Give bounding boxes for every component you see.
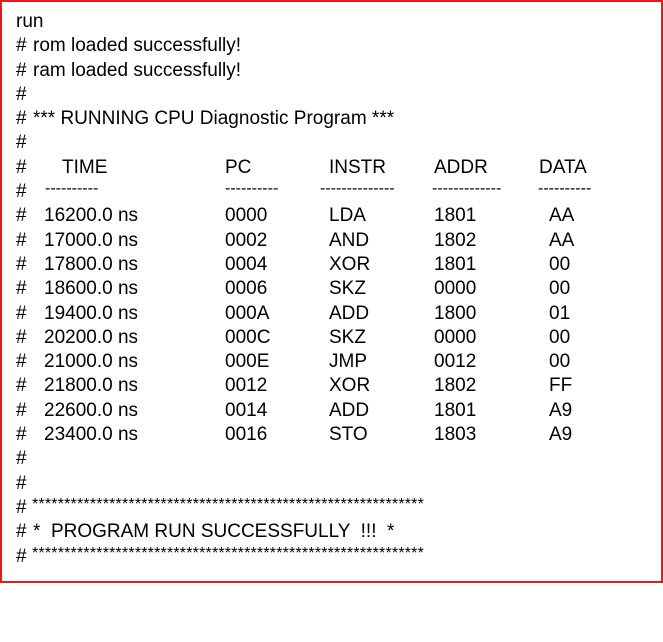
header-instr: INSTR <box>329 156 386 178</box>
separator-instr: -------------- <box>320 180 395 198</box>
table-body <box>16 204 656 447</box>
ram-message: ram loaded successfully! <box>33 59 242 81</box>
separator-pc: ---------- <box>225 180 279 198</box>
cell-data: 01 <box>549 302 571 324</box>
command-line <box>16 10 656 34</box>
cell-instr: LDA <box>329 205 366 227</box>
cell-time: 19400.0 ns <box>44 302 139 324</box>
table-row <box>16 277 656 301</box>
cell-time: 21000.0 ns <box>44 351 139 373</box>
cell-addr: 0000 <box>434 278 477 300</box>
table-row <box>16 229 656 253</box>
table-row <box>16 253 656 277</box>
cell-instr: XOR <box>329 375 371 397</box>
separator-data: ---------- <box>538 180 592 198</box>
ram-message-line <box>16 59 656 83</box>
table-row <box>16 374 656 398</box>
cell-pc: 000A <box>225 302 270 324</box>
cell-pc: 000E <box>225 351 270 373</box>
cell-pc: 0014 <box>225 399 268 421</box>
cell-addr: 1801 <box>434 253 477 275</box>
cell-data: A9 <box>549 399 573 421</box>
cell-time: 17800.0 ns <box>44 253 139 275</box>
prompt-hash: # <box>16 35 27 57</box>
cell-time: 23400.0 ns <box>44 424 139 446</box>
prompt-hash: # <box>16 448 27 470</box>
cell-time: 20200.0 ns <box>44 326 139 348</box>
prompt-hash: # <box>16 181 27 203</box>
stars-top: ************************************************************* <box>32 495 425 513</box>
prompt-hash: # <box>16 83 27 105</box>
cell-pc: 0002 <box>225 229 268 251</box>
cell-instr: JMP <box>329 351 367 373</box>
table-separator-row <box>16 180 656 204</box>
separator-addr: ------------- <box>432 180 502 198</box>
cell-addr: 1800 <box>434 302 477 324</box>
cell-time: 21800.0 ns <box>44 375 139 397</box>
cell-data: 00 <box>549 278 571 300</box>
cell-pc: 0012 <box>225 375 268 397</box>
cell-addr: 1802 <box>434 375 477 397</box>
prompt-hash: # <box>16 205 27 227</box>
stars-line-bottom <box>16 545 656 569</box>
blank-line <box>16 83 656 107</box>
cell-instr: STO <box>329 424 368 446</box>
cell-time: 17000.0 ns <box>44 229 139 251</box>
cell-addr: 1803 <box>434 424 477 446</box>
rom-message: rom loaded successfully! <box>33 35 242 57</box>
cell-data: 00 <box>549 351 571 373</box>
cell-pc: 0006 <box>225 278 268 300</box>
prompt-hash: # <box>16 59 27 81</box>
header-time: TIME <box>62 156 108 178</box>
cell-instr: ADD <box>329 399 370 421</box>
cell-addr: 1801 <box>434 205 477 227</box>
cell-instr: SKZ <box>329 278 366 300</box>
table-row <box>16 326 656 350</box>
cell-addr: 0000 <box>434 326 477 348</box>
table-row <box>16 302 656 326</box>
header-addr: ADDR <box>434 156 488 178</box>
cell-pc: 0016 <box>225 424 268 446</box>
prompt-hash: # <box>16 375 27 397</box>
blank-line <box>16 131 656 155</box>
prompt-hash: # <box>16 521 27 543</box>
cell-addr: 0012 <box>434 351 477 373</box>
cell-data: 00 <box>549 253 571 275</box>
prompt-hash: # <box>16 278 27 300</box>
prompt-hash: # <box>16 351 27 373</box>
cell-instr: SKZ <box>329 326 366 348</box>
prompt-hash: # <box>16 545 27 567</box>
cell-data: AA <box>549 205 575 227</box>
banner-text: *** RUNNING CPU Diagnostic Program *** <box>33 108 395 130</box>
cell-time: 18600.0 ns <box>44 278 139 300</box>
table-row <box>16 399 656 423</box>
cell-data: FF <box>549 375 573 397</box>
table-row <box>16 423 656 447</box>
command-text: run <box>16 11 44 32</box>
prompt-hash: # <box>16 399 27 421</box>
rom-message-line <box>16 34 656 58</box>
stars-bottom: ************************************************************* <box>32 544 425 562</box>
prompt-hash: # <box>16 302 27 324</box>
stars-line-top <box>16 496 656 520</box>
header-data: DATA <box>539 156 587 178</box>
prompt-hash: # <box>16 253 27 275</box>
prompt-hash: # <box>16 472 27 494</box>
header-pc: PC <box>225 156 252 178</box>
prompt-hash: # <box>16 156 27 178</box>
cell-pc: 000C <box>225 326 271 348</box>
separator-time: ---------- <box>45 180 99 198</box>
prompt-hash: # <box>16 496 27 518</box>
table-row <box>16 204 656 228</box>
console-output <box>16 10 656 569</box>
prompt-hash: # <box>16 108 27 130</box>
cell-pc: 0000 <box>225 205 268 227</box>
cell-data: 00 <box>549 326 571 348</box>
cell-pc: 0004 <box>225 253 268 275</box>
cell-data: A9 <box>549 424 573 446</box>
cell-instr: XOR <box>329 253 371 275</box>
prompt-hash: # <box>16 424 27 446</box>
cell-data: AA <box>549 229 575 251</box>
cell-time: 22600.0 ns <box>44 399 139 421</box>
blank-line <box>16 447 656 471</box>
cell-instr: ADD <box>329 302 370 324</box>
prompt-hash: # <box>16 326 27 348</box>
cell-addr: 1801 <box>434 399 477 421</box>
cell-addr: 1802 <box>434 229 477 251</box>
table-row <box>16 350 656 374</box>
cell-instr: AND <box>329 229 370 251</box>
result-text: * PROGRAM RUN SUCCESSFULLY !!! * <box>33 521 395 543</box>
prompt-hash: # <box>16 132 27 154</box>
prompt-hash: # <box>16 229 27 251</box>
banner-line <box>16 107 656 131</box>
cell-time: 16200.0 ns <box>44 205 139 227</box>
